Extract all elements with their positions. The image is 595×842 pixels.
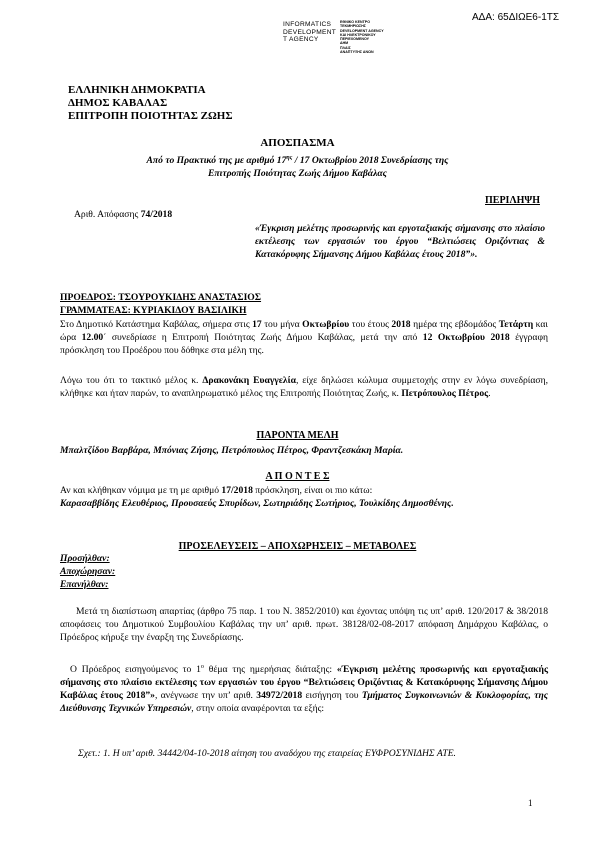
related-reference: Σχετ.: 1. Η υπ’ αριθ. 34442/04-10-2018 αίτηση του αναδόχου της εταιρείας ΕΥΦΡΟΣΥΝΙΔΗΣ ΑΤΕ.	[78, 748, 456, 759]
document-heading: ΑΠΟΣΠΑΣΜΑ	[260, 137, 335, 149]
intro-paragraph: Στο Δημοτικό Κατάστημα Καβάλας, σήμερα στις 17 του μήνα Οκτωβρίου του έτους 2018 ημέρα της εβδομάδος Τετάρτη και ώρα 12.00΄ συνεδρίασε η Επιτροπή Ποιότητας Ζωής Δήμου Καβάλας, μετά την από 12 Οκτωβρίου 2018 έγγραφη πρόσκληση του Προέδρου που δόθηκε στα μέλη της.	[60, 319, 549, 356]
organization-block: ΕΛΛΗΝΙΚΗ ΔΗΜΟΚΡΑΤΙΑ ΔΗΜΟΣ ΚΑΒΑΛΑΣ ΕΠΙΤΡΟΠΗ ΠΟΙΟΤΗΤΑΣ ΖΩΗΣ	[68, 84, 233, 122]
present-members: Μπαλτζίδου Βαρβάρα, Μπόνιας Ζήσης, Πετρόπουλος Πέτρος, Φραντζεσκάκη Μαρία.	[60, 445, 404, 456]
officers: ΠΡΟΕΔΡΟΣ: ΤΣΟΥΡΟΥΚΙΔΗΣ ΑΝΑΣΤΑΣΙΟΣ ΓΡΑΜΜΑΤΕΑΣ: ΚΥΡΙΑΚΙΔΟΥ ΒΑΣΙΛΙΚΗ	[60, 292, 262, 316]
summary-heading: ΠΕΡΙΛΗΨΗ	[485, 195, 540, 206]
summary-text: «Έγκριση μελέτης προσωρινής και εργοταξιακής σήμανσης στο πλαίσιο εκτέλεσης των εργασιών του έργου “Βελτιώσεις Οριζόντιας & Κατακόρυφης Σήμανσης Δήμου Καβάλας έτους 2018”».	[255, 223, 545, 260]
ada-code: ΑΔΑ: 65ΔΙΩΕ6-1ΤΣ	[472, 12, 560, 23]
absent-members: Καρασαββίδης Ελευθέριος, Προυσαεύς Σπυρίδων, Σωτηριάδης Σωτήριος, Τουλκίδης Δημοσθένης.	[60, 498, 454, 509]
logo-text-en: INFORMATICS DEVELOPMENT T AGENCY	[283, 21, 337, 44]
absent-heading: Α Π Ο Ν Τ Ε Σ	[265, 471, 330, 482]
absent-intro: Αν και κλήθηκαν νόμιμα με τη με αριθμό 17/2018 πρόσκληση, είναι οι πιο κάτω:	[60, 485, 373, 496]
document-subtitle: Από το Πρακτικό της με αριθμό $17^{\eta\varsigma} / 17$ Οκτωβρίου 2018 Συνεδρίασης της Επιτροπής Ποιότητας Ζωής Δήμου Καβάλας	[146, 155, 449, 180]
quorum-paragraph: Μετά τη διαπίστωση απαρτίας (άρθρο 75 παρ. 1 του Ν. 3852/2010) και έχοντας υπόψη τις υπ’ αριθ. 120/2017 & 38/2018 αποφάσεις του Δημοτικού Συμβουλίου Καβάλας την υπ’ αριθ. πρωτ. 38128/02-08-2017 απόφαση Δημάρχου Καβάλας, ο Πρόεδρος κήρυξε την έναρξη της Συνεδρίασης.	[60, 606, 548, 643]
logo-text-gr: ΕΘΝΙΚΟ ΚΕΝΤΡΟ ΤΕΚΜΗΡΙΩΣΗΣ DEVELOPMENT AGENCY ΚΑΙ ΗΛΕΚΤΡΟΝΙΚΟΥ ΠΕΡΙΕΧΟΜΕΝΟΥ ΔΗΜ ΠΛΑΙΣ ΑΝΑΠΤΥΞΗΣ ΑΝΩΝ	[340, 20, 384, 55]
changes-list: Προσήλθαν: Αποχώρησαν: Επανήλθαν:	[60, 553, 116, 590]
changes-heading: ΠΡΟΣΕΛΕΥΣΕΙΣ – ΑΠΟΧΩΡΗΣΕΙΣ – ΜΕΤΑΒΟΛΕΣ	[178, 541, 417, 552]
substitute-paragraph: Λόγω του ότι το τακτικό μέλος κ. Δρακονάκη Ευαγγελία, είχε δηλώσει κώλυμα συμμετοχής στην εν λόγω συνεδρίαση, κλήθηκε και ήταν παρών, το αναπληρωματικό μέλος της Επιτροπής Ποιότητας Ζωής, κ. Πετρόπουλος Πέτρος.	[60, 375, 548, 399]
decision-number: Αριθ. Απόφασης 74/2018	[74, 209, 173, 220]
agenda-paragraph: Ο Πρόεδρος εισηγούμενος το $1^o$ θέμα της ημερήσιας διάταξης: «Έγκριση μελέτης προσωρινής και εργοταξιακής σήμανσης στο πλαίσιο εκτέλεσης των εργασιών του έργου “Βελτιώσεις Οριζόντιας & Κατακόρυφης Σήμανσης Δήμου Καβάλας έτους 2018”», ανέγνωσε την υπ’ αριθ. 34972/2018 εισήγηση του Τμήματος Συγκοινωνιών & Κυκλοφορίας, της Διεύθυνσης Τεχνικών Υπηρεσιών, στην οποία αναφέρονται τα εξής:	[60, 664, 548, 715]
present-heading: ΠΑΡΟΝΤΑ ΜΕΛΗ	[256, 430, 339, 441]
page-number: 1	[528, 798, 533, 808]
